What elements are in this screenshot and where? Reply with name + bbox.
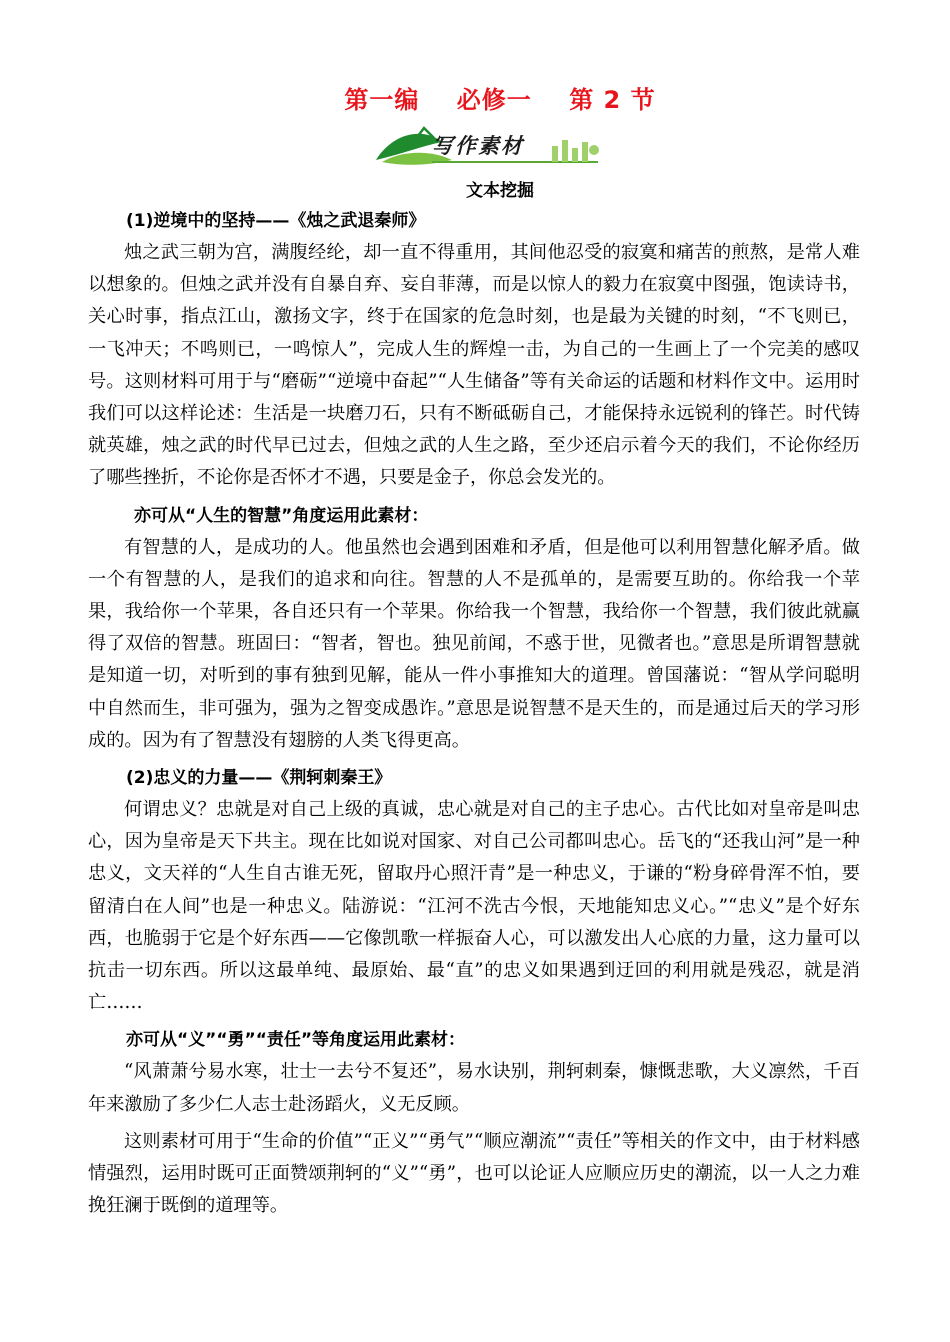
subsection-heading: (1)逆境中的坚持——《烛之武退秦师》 (126, 211, 426, 231)
alt-angle-heading: 亦可从“人生的智慧”角度运用此素材： (134, 505, 429, 526)
paragraph: 烛之武三朝为宫，满腹经纶，却一直不得重用，其间他忍受的寂寞和痛苦的煎熬，是常人难以想象的。但烛之武并没有自暴自弃、妄自菲薄，而是以惊人的毅力在寂寞中图强，饱读诗书，关心时事，指点江山，激扬文字，终于在国家的危急时刻，也是最为关键的时刻，“不飞则已，一飞冲天；不鸣则已，一鸣惊人”，完成人生的辉煌一击，为自己的一生画上了一个完美的感叹号。这则材料可用于与“磨砺”“逆境中奋起”“人生储备”等有关命运的话题和材料作文中。运用时我们可以这样论述：生活是一块磨刀石，只有不断砥砺自己，才能保持永远锐利的锋芒。时代铸就英雄，烛之武的时代早已过去，但烛之武的人生之路，至少还启示着今天的我们，不论你经历了哪些挫折，不论你是否怀才不遇，只要是金子，你总会发光的。 (88, 242, 860, 489)
article-body (88, 205, 860, 1227)
paragraph: 这则素材可用于“生命的价值”“正义”“勇气”“顺应潮流”“责任”等相关的作文中，由于材料感情强烈，运用时既可正面赞颂荆轲的“义”“勇”，也可以论证人应顺应历史的潮流，以一人之力难挽狂澜于既倒的道理等。 (88, 1130, 860, 1217)
paragraph: “风萧萧兮易水寒，壮士一去兮不复还”，易水诀别，荆轲刺秦，慷慨悲歌，大义凛然，千百年来激励了多少仁人志士赴汤蹈火，义无反顾。 (88, 1061, 860, 1115)
writing-material-banner (372, 120, 606, 168)
paragraph: 有智慧的人，是成功的人。他虽然也会遇到困难和矛盾，但是他可以利用智慧化解矛盾。做一个有智慧的人，是我们的追求和向往。智慧的人不是孤单的，是需要互助的。你给我一个苹果，我给你一个苹果，各自还只有一个苹果。你给我一个智慧，我给你一个智慧，我们彼此就赢得了双倍的智慧。班固曰：“智者，智也。独见前闻，不惑于世，见微者也。”意思是所谓智慧就是知道一切，对听到的事有独到见解，能从一件小事推知大的道理。曾国藩说：“智从学问聪明中自然而生，非可强为，强为之智变成愚诈。”意思是说智慧不是天生的，而是通过后天的学习形成的。因为有了智慧没有翅膀的人类飞得更高。 (88, 536, 860, 751)
alt-angle-heading: 亦可从“义”“勇”“责任”等角度运用此素材： (126, 1030, 466, 1051)
banner-label: 写作素材 (432, 134, 524, 158)
page-title: 第一编 必修一 第 2 节 (344, 86, 656, 114)
paragraph: 何谓忠义？忠就是对自己上级的真诚，忠心就是对自己的主子忠心。古代比如对皇帝是叫忠心，因为皇帝是天下共主。现在比如说对国家、对自己公司都叫忠心。岳飞的“还我山河”是一种忠义，文天祥的“人生自古谁无死，留取丹心照汗青”是一种忠义，于谦的“粉身碎骨浑不怕，要留清白在人间”也是一种忠义。陆游说：“江河不洗古今恨，天地能知忠义心。”“忠义”是个好东西，也脆弱于它是个好东西——它像凯歌一样振奋人心，可以激发出人心底的力量，这力量可以抗击一切东西。所以这最单纯、最原始、最“直”的忠义如果遇到迂回的利用就是残忍，就是消亡…… (88, 799, 860, 1014)
subsection-heading: (2)忠义的力量——《荆轲刺秦王》 (126, 768, 392, 789)
section-heading: 文本挖掘 (466, 181, 534, 201)
